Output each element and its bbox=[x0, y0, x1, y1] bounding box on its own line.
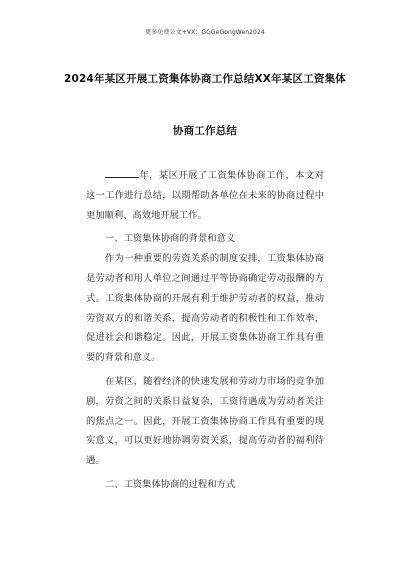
document-title-line-1: 2024年某区开展工资集体协商工作总结XX年某区工资集体 bbox=[63, 73, 346, 85]
document-body bbox=[86, 166, 324, 495]
paragraph-background: 作为一种重要的劳资关系的制度安排，工资集体协商是劳动者和用人单位之间通过平等协商确定劳动报酬的方式。工资集体协商的开展有利于维护劳动者的权益，推动劳资双方的和谐关系，提高劳动者的积极性和工作效率，促进社会和谐稳定。因此，开展工资集体协商工作具有重要的背景和意义。 bbox=[86, 253, 324, 364]
section-heading-2: 二、工资集体协商的过程和方式 bbox=[105, 478, 236, 490]
paragraph-intro bbox=[86, 166, 324, 225]
header-note: 更多免费公文+VX：GGGeGongWen2024 bbox=[145, 29, 265, 36]
paragraph-local-context: 在某区，随着经济的快速发展和劳动力市场的竞争加剧，劳资之间的关系日益复杂，工资待遇成为劳动者关注的焦点之一。因此，开展工资集体协商工作具有重要的现实意义，可以更好地协调劳资关系，提高劳动者的福利待遇。 bbox=[86, 375, 324, 467]
document-title-line-2: 协商工作总结 bbox=[172, 125, 238, 137]
paragraph-intro-text: 年，某区开展了工资集体协商工作，本文对这一工作进行总结，以期帮助各单位在未来的协商过程中更加顺利、高效地开展工作。 bbox=[86, 170, 324, 221]
section-heading-1: 一、工资集体协商的背景和意义 bbox=[105, 233, 236, 245]
fill-in-blank bbox=[105, 168, 139, 178]
